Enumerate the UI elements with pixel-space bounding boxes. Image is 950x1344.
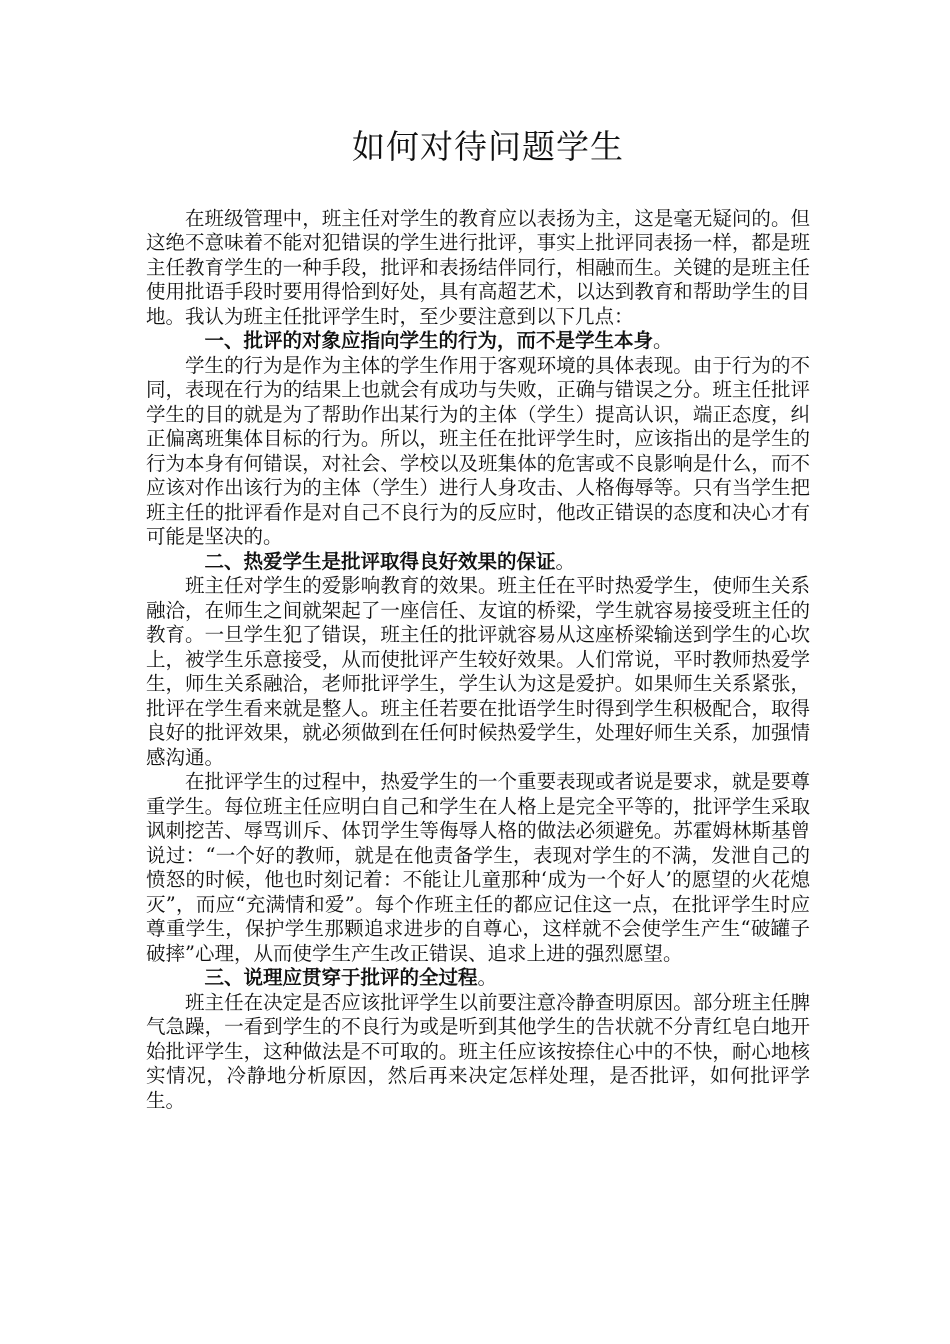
section-heading-3 [146,966,810,991]
section-3-paragraph-1: 班主任在决定是否应该批评学生以前要注意冷静查明原因。部分班主任脾气急躁，一看到学生的不良行为或是听到其他学生的告状就不分青红皂白地开始批评学生，这种做法是不可取的。班主任应该按捺住心中的不快，耐心地核实情况，冷静地分析原因，然后再来决定怎样处理，是否批评，如何批评学生。 [146,990,810,1112]
section-heading-2-end: 。 [555,549,576,573]
intro-paragraph: 在班级管理中，班主任对学生的教育应以表扬为主，这是毫无疑问的。但这绝不意味着不能对犯错误的学生进行批评，事实上批评同表扬一样，都是班主任教育学生的一种手段，批评和表扬结伴同行，相融而生。关键的是班主任使用批语手段时要用得恰到好处，具有高超艺术，以达到教育和帮助学生的目地。我认为班主任批评学生时，至少要注意到以下几点： [146,206,810,328]
section-heading-2-text: 二、热爱学生是批评取得良好效果的保证 [204,549,556,573]
document-title: 如何对待问题学生 [352,127,624,166]
section-heading-3-text: 三、说理应贯穿于批评的全过程 [204,966,478,990]
section-heading-1 [146,329,810,354]
section-heading-1-end: 。 [653,329,673,353]
section-2-paragraph-2: 在批评学生的过程中，热爱学生的一个重要表现或者说是要求，就是要尊重学生。每位班主任应明白自己和学生在人格上是完全平等的，批评学生采取讽刺挖苦、辱骂训斥、体罚学生等侮辱人格的做法必须避免。苏霍姆林斯基曾说过：“一个好的教师，就是在他责备学生，表现对学生的不满，发泄自己的愤怒的时候，他也时刻记着：不能让儿童那种‘成为一个好人’的愿望的火花熄灭”，而应“充满情和爱”。每个作班主任的都应记住这一点，在批评学生时应尊重学生，保护学生那颗追求进步的自尊心，这样就不会使学生产生“破罐子破摔”心理，从而使学生产生改正错误、追求上进的强烈愿望。 [146,770,810,965]
document-page [146,126,810,1113]
section-heading-2 [146,550,810,575]
section-heading-1-text: 一、批评的对象应指向学生的行为，而不是学生本身 [204,329,654,353]
section-heading-3-end: 。 [477,966,498,990]
section-1-paragraph-1: 学生的行为是作为主体的学生作用于客观环境的具体表现。由于行为的不同，表现在行为的结果上也就会有成功与失败，正确与错误之分。班主任批评学生的目的就是为了帮助作出某行为的主体（学生）提高认识，端正态度，纠正偏离班集体目标的行为。所以，班主任在批评学生时，应该指出的是学生的行为本身有何错误，对社会、学校以及班集体的危害或不良影响是什么，而不应该对作出该行为的主体（学生）进行人身攻击、人格侮辱等。只有当学生把班主任的批评看作是对自己不良行为的反应时，他改正错误的态度和决心才有可能是坚决的。 [146,353,810,549]
section-2-paragraph-1: 班主任对学生的爱影响教育的效果。班主任在平时热爱学生，使师生关系融洽，在师生之间就架起了一座信任、友谊的桥梁，学生就容易接受班主任的教育。一旦学生犯了错误，班主任的批评就容易从这座桥梁输送到学生的心坎上，被学生乐意接受，从而使批评产生较好效果。人们常说，平时教师热爱学生，师生关系融洽，老师批评学生，学生认为这是爱护。如果师生关系紧张，批评在学生看来就是整人。班主任若要在批语学生时得到学生积极配合，取得良好的批评效果，就必须做到在任何时候热爱学生，处理好师生关系，加强情感沟通。 [146,574,810,769]
